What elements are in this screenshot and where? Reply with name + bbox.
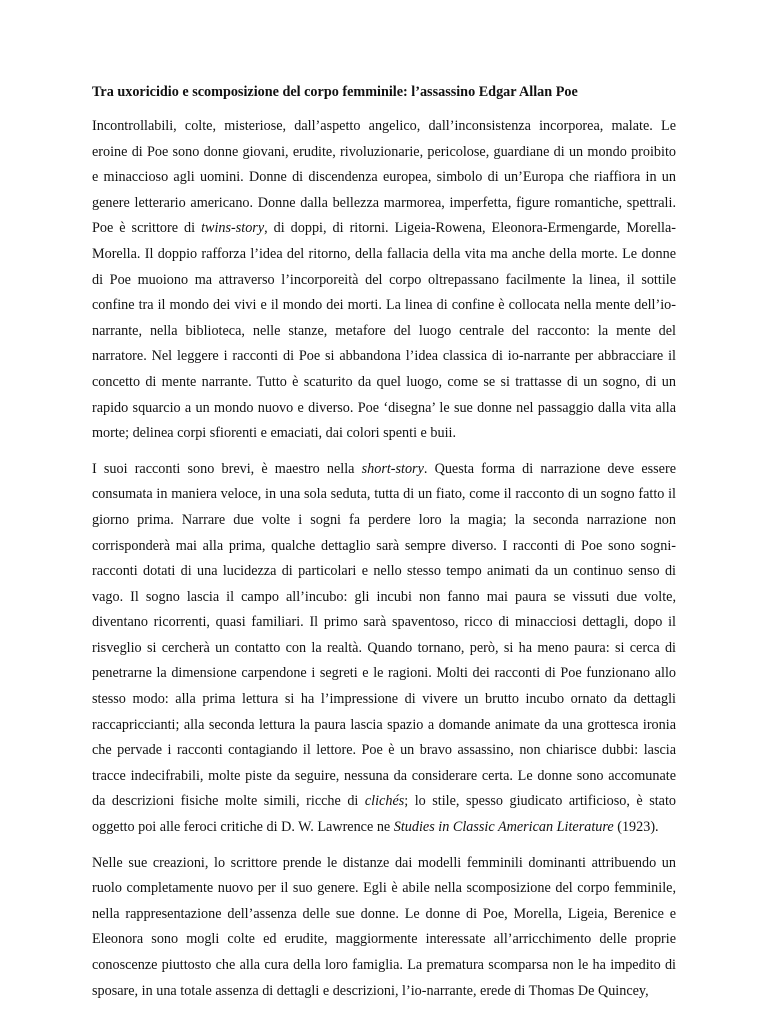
paragraph-1-text-b: , di doppi, di ritorni. Ligeia-Rowena, Eleonora-Ermengarde, Morella-Morella. Il doppio rafforza l’idea del ritorno, della fallacia della vita ma anche della morte. Le donne di Poe muoiono ma attraverso l’incorporeità del corpo oltrepassano facilmente la linea, il sottile confine tra il mondo dei vivi e il mondo dei morti. La linea di confine è collocata nella mente dell’io-narrante, nella biblioteca, nelle stanze, metafore del luogo centrale del racconto: la mente del narratore. Nel leggere i racconti di Poe si abbandona l’idea classica di io-narrante per abbracciare il concetto di mente narrante. Tutto è scaturito da quel luogo, come se si trattasse di un sogno, di un rapido squarcio a un mondo nuovo e diverso. Poe ‘disegna’ le sue donne nel passaggio dalla vita alla morte; delinea corpi sfiorenti e emaciati, dai colori spenti e buii. xyxy=(92,220,676,442)
paragraph-2-italic-cliches: clichés xyxy=(364,793,405,810)
paragraph-2-text-d: (1923). xyxy=(613,819,659,836)
paragraph-3-text-a: Nelle sue creazioni, lo scrittore prende le distanze dai modelli femminili dominanti attribuendo un ruolo completamente nuovo per il suo genere. Egli è abile nella scomposizione del corpo femminile, nella rappresentazione dell’assenza delle sue donne. Le donne di Poe, Morella, Ligeia, Berenice e Eleonora sono mogli colte ed erudite, maggiormente interessate all’arricchimento delle proprie conoscenze piuttosto che alla cura della loro famiglia. La prematura scomparsa non le ha impedito di sposare, in una totale assenza di dettagli e descrizioni, l’io-narrante, erede di Thomas De Quincey, xyxy=(92,854,676,999)
paragraph-1 xyxy=(92,114,676,447)
document-page xyxy=(92,80,676,1014)
paragraph-2-text-a: I suoi racconti sono brevi, è maestro nella xyxy=(92,460,362,477)
paragraph-1-italic-twins-story: twins-story xyxy=(201,220,265,237)
paragraph-2-italic-book-title: Studies in Classic American Literature xyxy=(393,819,614,836)
paragraph-2-text-c: ; lo stile, spesso giudicato artificioso, è stato oggetto poi alle feroci critiche di D. W. Lawrence ne xyxy=(92,793,676,836)
document-title: Tra uxoricidio e scomposizione del corpo femminile: l’assassino Edgar Allan Poe xyxy=(92,84,578,100)
paragraph-2-text-b: . Questa forma di narrazione deve essere consumata in maniera veloce, in una sola seduta, tutta di un fiato, come il racconto di un sogno fatto il giorno prima. Narrare due volte i sogni fa perdere loro la magia; la seconda narrazione non corrisponderà mai alla prima, qualche dettaglio sarà sempre diverso. I racconti di Poe sono sogni-racconti dotati di una lucidezza di particolari e nello stesso tempo animati da un continuo senso di vago. Il sogno lascia il campo all’incubo: gli incubi non fanno mai paura se vissuti due volte, diventano ricorrenti, quasi familiari. Il primo sarà spaventoso, ricco di minacciosi dettagli, dopo il risveglio si cercherà un contatto con la realtà. Quando tornano, però, si ha meno paura: si cerca di penetrarne la dimensione carpendone i segreti e le ragioni. Molti dei racconti di Poe funzionano allo stesso modo: alla prima lettura si ha l’impressione di vivere un brutto incubo ornato da dettagli raccapriccianti; alla seconda lettura la paura lascia spazio a domande animate da una grottesca ironia che pervade i racconti contagiando il lettore. Poe è un bravo assassino, non chiarisce dubbi: lascia tracce indecifrabili, molte piste da seguire, nessuna da considerare certa. Le donne sono accomunate da descrizioni fisiche molte simili, ricche di xyxy=(92,460,676,810)
paragraph-3 xyxy=(92,851,676,1005)
paragraph-1-text-a: Incontrollabili, colte, misteriose, dall’aspetto angelico, dall’inconsistenza incorporea, malate. Le eroine di Poe sono donne giovani, erudite, rivoluzionarie, pericolose, guardiane di un mondo proibito e minaccioso agli uomini. Donne di discendenza europea, simbolo di un’Europa che riaffiora in un genere letterario americano. Donne dalla bellezza marmorea, imperfetta, figure romantiche, spettrali. Poe è scrittore di xyxy=(92,118,676,237)
paragraph-2-italic-short-story: short-story xyxy=(361,460,424,477)
paragraph-2 xyxy=(92,457,676,841)
